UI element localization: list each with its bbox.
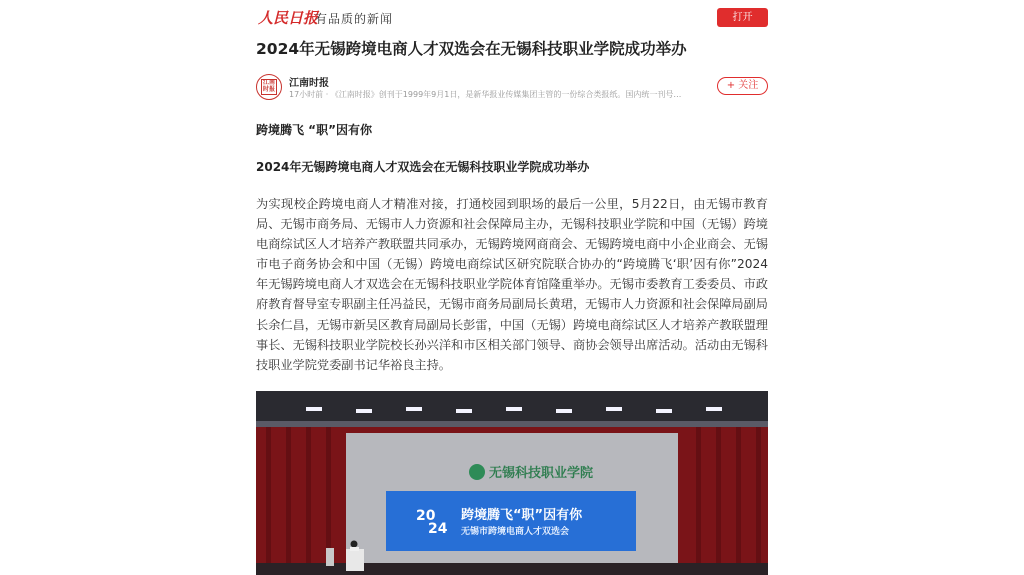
stage-photo-illustration bbox=[256, 391, 768, 575]
top-bar bbox=[256, 6, 768, 30]
section-heading: 2024年无锡跨境电商人才双选会在无锡科技职业学院成功举办 bbox=[256, 160, 590, 174]
section-subtitle: 跨境腾飞 “职”因有你 bbox=[256, 123, 372, 137]
article-title: 2024年无锡跨境电商人才双选会在无锡科技职业学院成功举办 bbox=[256, 40, 687, 58]
school-sign: 无锡科技职业学院 bbox=[489, 466, 594, 481]
tagline: 有品质的新闻 bbox=[315, 12, 394, 26]
banner-year-top: 20 bbox=[416, 508, 436, 524]
banner-title: 跨境腾飞“职”因有你 bbox=[461, 508, 583, 523]
article-photo[interactable] bbox=[256, 391, 768, 575]
banner-year-bottom: 24 bbox=[428, 521, 448, 537]
avatar-seal: 江南时报 bbox=[261, 79, 277, 95]
open-app-button[interactable]: 打开 bbox=[717, 8, 768, 27]
author-row bbox=[256, 72, 768, 104]
banner-subtitle: 无锡市跨境电商人才双选会 bbox=[461, 527, 570, 537]
author-name[interactable]: 江南时报 bbox=[289, 78, 329, 89]
app-logo[interactable]: 人民日报 bbox=[258, 9, 319, 27]
follow-button[interactable]: + 关注 bbox=[717, 77, 768, 95]
author-meta: 17小时前 · 《江南时报》创刊于1999年9月1日，是新华报业传媒集团主管的一份综合类报纸。国内统一刊号… bbox=[289, 90, 682, 99]
podium bbox=[346, 549, 364, 571]
article-paragraph: 为实现校企跨境电商人才精准对接，打通校园到职场的最后一公里，5月22日，由无锡市教育局、无锡市商务局、无锡市人力资源和社会保障局主办，无锡科技职业学院和中国（无锡）跨境电商综试区人才培养产教联盟共同承办，无锡跨境网商商会、无锡跨境电商中小企业商会、无锡市电子商务协会和中国（无锡）跨境电商综试区研究院联合协办的“跨境腾飞‘职’因有你”2024年无锡跨境电商人才双选会在无锡科技职业学院体育馆隆重举办。无锡市委教育工委委员、市政府教育督导室专职副主任冯益民，无锡市商务局副局长黄珺，无锡市人力资源和社会保障局副局长余仁昌，无锡市新吴区教育局副局长彭雷，中国（无锡）跨境电商综试区人才培养产教联盟理事长、无锡科技职业学院校长孙兴洋和市区相关部门领导、商协会领导出席活动。活动由无锡科技职业学院党委副书记华裕良主持。 bbox=[256, 197, 768, 372]
avatar[interactable] bbox=[256, 74, 282, 100]
